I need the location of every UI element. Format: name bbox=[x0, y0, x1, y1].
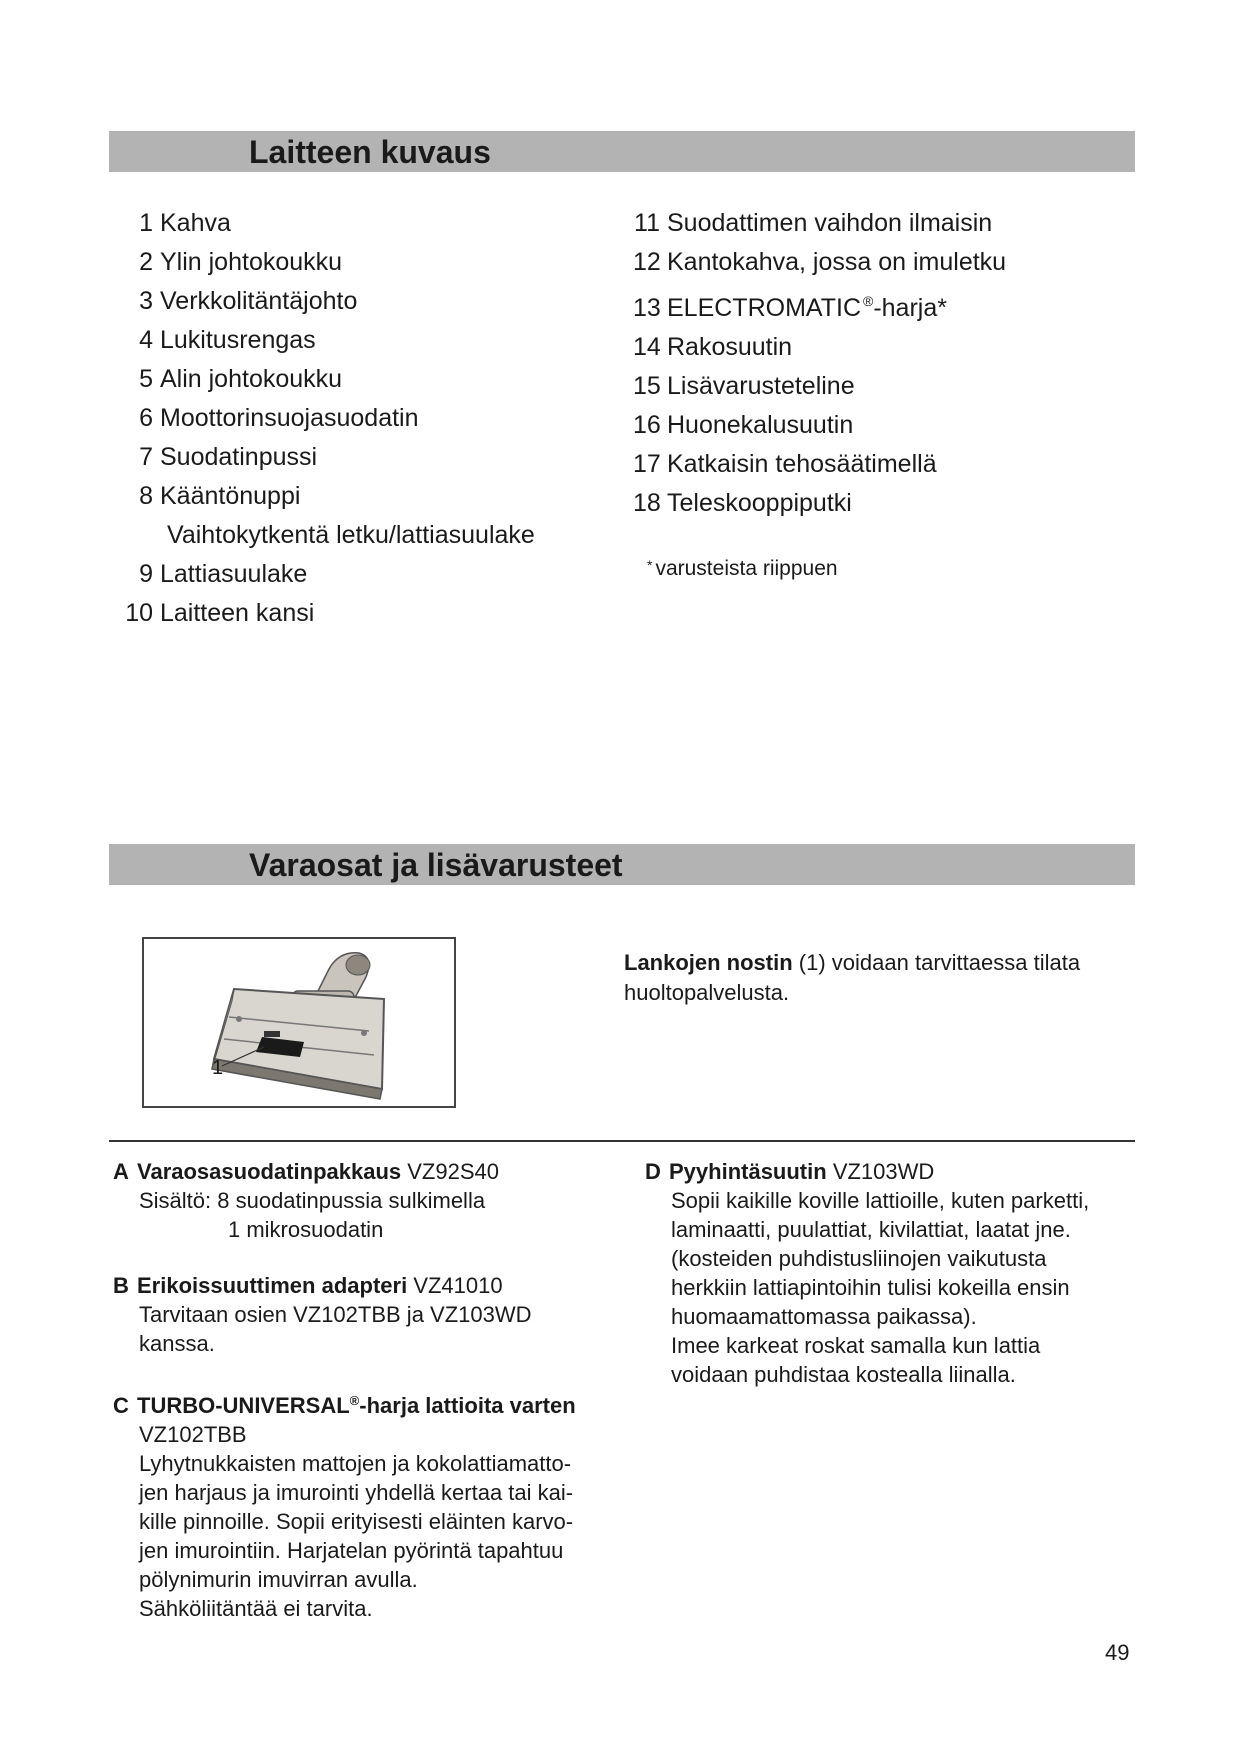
accessory-c: C TURBO-UNIVERSAL®-harja lattioita varten VZ102TBB Lyhytnukkaisten mattojen ja kokolattiamatto- jen harjaus ja imurointi yhdellä kertaa tai kai- kille pinnoille. Sopii erityisesti eläinten karvo- jen imurointiin. Harjatelan pyörintä tapahtuu pölynimurin imuvirran avulla. Sähköliitäntää ei tarvita. bbox=[113, 1393, 576, 1621]
list-item: 17 Katkaisin tehosäätimellä bbox=[633, 450, 937, 478]
list-item: 16 Huonekalusuutin bbox=[633, 411, 854, 439]
list-item: 4 Lukitusrengas bbox=[139, 326, 316, 354]
page-number: 49 bbox=[1105, 1640, 1130, 1665]
divider bbox=[109, 1140, 1135, 1142]
list-item: 15 Lisävarusteteline bbox=[633, 372, 855, 400]
accessory-a: A Varaosasuodatinpakkaus VZ92S40 Sisältö: 8 suodatinpussia sulkimella 1 mikrosuodatin bbox=[113, 1159, 499, 1242]
footnote: * varusteista riippuen bbox=[647, 557, 838, 580]
list-item: 5 Alin johtokoukku bbox=[139, 365, 343, 393]
list-item: 1 Kahva bbox=[139, 209, 231, 237]
section-header-description bbox=[109, 131, 1135, 172]
floor-nozzle-figure bbox=[142, 937, 456, 1108]
list-item: 9 Lattiasuulake bbox=[139, 560, 308, 588]
list-item: 10 Laitteen kansi bbox=[125, 599, 315, 627]
list-item: 2 Ylin johtokoukku bbox=[139, 248, 343, 276]
section-header-accessories bbox=[109, 844, 1135, 885]
accessory-b: B Erikoissuuttimen adapteri VZ41010 Tarvitaan osien VZ102TBB ja VZ103WD kanssa. bbox=[113, 1273, 532, 1356]
parts-list-right bbox=[633, 204, 1006, 523]
section-title-description: Laitteen kuvaus bbox=[249, 134, 491, 170]
registered-mark: ® bbox=[349, 1393, 360, 1408]
thread-lifter-note: Lankojen nostin (1) voidaan tarvittaessa tilata huoltopalvelusta. bbox=[624, 950, 1081, 1005]
section-title-accessories: Varaosat ja lisävarusteet bbox=[249, 847, 623, 883]
list-item: 7 Suodatinpussi bbox=[139, 443, 318, 471]
figure-callout-label: 1 bbox=[212, 1057, 224, 1079]
list-item: 6 Moottorinsuojasuodatin bbox=[139, 404, 419, 432]
list-item: 14 Rakosuutin bbox=[633, 333, 793, 361]
list-item: 13 ELECTROMATIC ®-harja* bbox=[633, 293, 947, 322]
registered-mark: ® bbox=[863, 293, 874, 309]
list-item: 11 Suodattimen vaihdon ilmaisin bbox=[634, 209, 993, 237]
list-item: Vaihtokytkentä letku/lattiasuulake bbox=[167, 521, 535, 549]
parts-list-left bbox=[112, 204, 535, 633]
list-item: 18 Teleskooppiputki bbox=[633, 489, 852, 517]
floor-nozzle-illustration bbox=[144, 939, 454, 1106]
list-item: 8 Kääntönuppi bbox=[139, 482, 301, 510]
list-item: 12 Kantokahva, jossa on imuletku bbox=[633, 248, 1007, 276]
accessory-d: D Pyyhintäsuutin VZ103WD Sopii kaikille koville lattioille, kuten parketti, laminaatti, puulattiat, kivilattiat, laatat jne. (kosteiden puhdistusliinojen vaikutusta herkkiin lattiapintoihin tulisi kokeilla ensin huomaamattomassa paikassa). Imee karkeat roskat samalla kun lattia voidaan puhdistaa kostealla liinalla. bbox=[645, 1159, 1090, 1387]
list-item: 3 Verkkolitäntäjohto bbox=[139, 287, 358, 315]
